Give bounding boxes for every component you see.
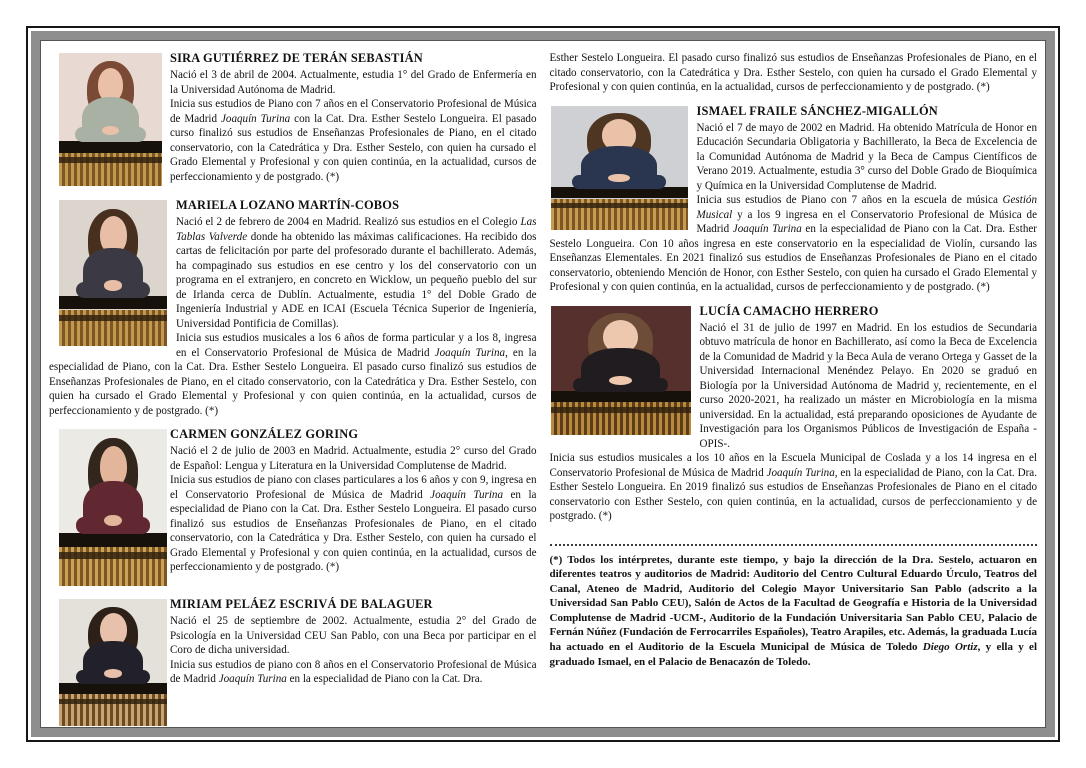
bio-paragraph: Inicia sus estudios de piano con clases particulares a los 6 años y con 9, ingresa en el Conservatorio Profesional de Música de Madrid Joaquín Turina en la especialidad de Piano con la Cat. Dra. Esther Sestelo Longueira. El pasado curso finalizó sus estudios de Enseñanzas Profesionales de Piano, en el citado conservatorio, con la Catedrática y Dra. Esther Sestelo, con quien ha cursado el Grado Elemental y Profesional y con quien continúa, en la actualidad, cursos de perfeccionamiento y de postgrado. (*) <box>170 474 537 573</box>
bio-paragraph: Nació el 2 de febrero de 2004 en Madrid. Realizó sus estudios en el Colegio Las Tablas Valverde donde ha obtenido las máximas calificaciones. Ha recibido dos cartas de felicitación por parte del profesorado durante el bachillerato. Además, ha compaginado sus estudios en ese centro y los del conservatorio con un programa en el extranjero, en concreto en Wicklow, un pequeño pueblo del sur de Irlanda cerca de Dublín. Actualmente, estudia 1° del Doble Grado de Ingeniería Industrial y ADE en ICAI (Escuela Técnica Superior de Ingeniería, Universidad Pontificia de Comillas). <box>176 216 537 330</box>
performer-photo-mariela <box>59 200 167 346</box>
bio-paragraph: Inicia sus estudios musicales a los 10 años en la Escuela Municipal de Coslada y a los 14 ingresa en el Conservatorio Profesional de Música de Madrid Joaquín Turina, en la especialidad de Piano, con la Cat. Dra. Esther Sestelo Longueira. En 2019 finalizó sus estudios de Enseñanzas Profesionales de Piano en el citado conservatorio con Esther Sestelo, con quien continúa, en la actualidad, cursos de perfeccionamiento y de postgrado. (*) <box>549 452 1037 522</box>
photo-piano-bar-shape <box>59 157 162 163</box>
photo-piano-lid-shape <box>59 533 167 547</box>
photo-piano-bar-shape <box>59 315 167 322</box>
performer-name: LUCÍA CAMACHO HERRERO <box>699 303 879 318</box>
performer-name: SIRA GUTIÉRREZ DE TERÁN SEBASTIÁN <box>170 51 423 65</box>
bio-section-mariela <box>49 198 537 418</box>
photo-piano-bar-shape <box>59 699 167 705</box>
frame-inner-line <box>40 40 1046 728</box>
photo-hands-shape <box>104 280 121 290</box>
miriam-bio-continuation: Esther Sestelo Longueira. El pasado curso finalizó sus estudios de Enseñanzas Profesionales de Piano, en el citado conservatorio, con la Catedrática y Dra. Esther Sestelo, con quien ha cursado el Grado Elemental y Profesional y con quien continúa, en la actualidad, cursos de perfeccionamiento y de postgrado. (*) <box>549 52 1037 93</box>
performer-photo-lucia <box>551 306 691 435</box>
photo-piano-lid-shape <box>59 296 167 309</box>
photo-piano-lid-shape <box>59 683 167 694</box>
photo-piano-bar-shape <box>59 552 167 559</box>
performer-photo-miriam <box>59 599 167 726</box>
performer-photo-carmen <box>59 429 167 586</box>
bio-section-sira <box>49 51 537 189</box>
right-column <box>550 51 1038 726</box>
photo-piano-lid-shape <box>59 141 162 153</box>
bio-section-lucia <box>550 304 1038 524</box>
photo-hands-shape <box>104 669 121 678</box>
bio-paragraph: Nació el 31 de julio de 1997 en Madrid. En los estudios de Secundaria obtuvo matrícula de honor en Bachillerato, así como la Beca de Excelencia de la Comunidad de Madrid y la Beca Aula de verano Ortega y Gasset de la Universidad Internacional Menéndez Pelayo. En 2020 se graduó en Biología por la Universidad Autónoma de Madrid y, recientemente, en el curso 2020-2021, ha realizado un máster en Microbiología en la misma universidad. En la actualidad, está preparando oposiciones de Ayudante de Investigación para los Organismos Públicos de Investigación de España -OPIS-. <box>699 321 1037 450</box>
bio-paragraph: Nació el 25 de septiembre de 2002. Actualmente, estudia 2° del Grado de Psicología en la Universidad CEU San Pablo, con una Beca por participar en el Coro de dicha universidad. <box>170 615 537 656</box>
performer-name: MARIELA LOZANO MARTÍN-COBOS <box>176 198 400 212</box>
performer-name: MIRIAM PELÁEZ ESCRIVÁ DE BALAGUER <box>170 597 433 611</box>
frame-outer-line <box>26 26 1060 742</box>
page-content <box>42 42 1044 726</box>
bio-paragraph: Inicia sus estudios musicales a los 6 años de forma particular y a los 8, ingresa en el Conservatorio Profesional de Música de Madrid Joaquín Turina, en la especialidad de Piano, con la Cat. Dra. Esther Sestelo Longueira. El pasado curso finalizó sus estudios de Enseñanzas Profesionales de Piano, en el citado conservatorio, con la Catedrática y Dra. Esther Sestelo, con quien ha cursado el Grado Elemental y Profesional y con quien continúa, en la actualidad, cursos de perfeccionamiento y de postgrado. (*) <box>49 332 537 417</box>
dotted-separator <box>550 544 1038 546</box>
bio-section-miriam <box>49 597 537 726</box>
photo-piano-lid-shape <box>551 187 688 198</box>
photo-piano-bar-shape <box>551 203 688 209</box>
photo-piano-bar-shape <box>551 407 691 413</box>
performer-photo-sira <box>59 53 162 186</box>
frame-gray-band <box>31 31 1055 737</box>
left-column <box>49 51 537 726</box>
performer-name: ISMAEL FRAILE SÁNCHEZ-MIGALLÓN <box>696 103 938 118</box>
performer-name: CARMEN GONZÁLEZ GORING <box>170 427 359 441</box>
performance-venues-footnote: (*) Todos los intérpretes, durante este tiempo, y bajo la dirección de la Dra. Sestelo, actuaron en diferentes teatros y auditorios de Madrid: Auditorio del Centro Cultural Eduardo Úrculo, Teatros del Canal, Ateneo de Madrid, Auditorio del Colegio Mayor Universitario San Pablo (adscrito a la Universidad San Pablo CEU), Salón de Actos de la Facultad de Geografía e Historia de la Universidad Complutense de Madrid -UCM-, Auditorio de la Fundación Universitaria San Pablo CEU, Palacio de Fernán Núñez (Fundación de Ferrocarriles Españoles), Teatro Arapiles, etc. Además, la graduada Lucía ha actuado en el Auditorio de la Escuela Municipal de Música de Toledo Diego Ortiz, y ella y el graduado Ismael, en el Palacio de Benacazón de Toledo. <box>549 553 1038 668</box>
bio-text-carmen <box>170 427 537 575</box>
bio-text-sira <box>170 51 537 184</box>
bio-section-carmen <box>49 427 537 588</box>
bio-paragraph: Nació el 3 de abril de 2004. Actualmente, estudia 1° del Grado de Enfermería en la Universidad Autónoma de Madrid. <box>170 69 537 96</box>
bio-paragraph: Inicia sus estudios de Piano con 7 años en el Conservatorio Profesional de Música de Madrid Joaquín Turina con la Cat. Dra. Esther Sestelo Longueira. El pasado curso finalizó sus estudios de Enseñanzas Profesionales de Piano, en el citado conservatorio, con la Catedrática y Dra. Esther Sestelo, con quien ha cursado el Grado Elemental y Profesional y con quien continúa, en la actualidad, cursos de perfeccionamiento y de postgrado. (*) <box>170 98 537 183</box>
bio-paragraph: Inicia sus estudios de Piano con 7 años en la escuela de música Gestión Musical y a los 9 ingresa en el Conservatorio Profesional de Música de Madrid Joaquín Turina en la especialidad de Piano con la Cat. Dra. Esther Sestelo Longueira. Con 10 años ingresa en este conservatorio en la especialidad de Violín, cursando las Enseñanzas Elementales. En 2021 finalizó sus estudios de Enseñanzas Profesionales de Piano en el citado conservatorio, obteniendo Mención de Honor, con Esther Sestelo, con quien ha cursado el Grado Elemental y Profesional y con quien continúa, en la actualidad, cursos de perfeccionamiento y de postgrado. (*) <box>549 194 1037 293</box>
bio-paragraph: Nació el 7 de mayo de 2002 en Madrid. Ha obtenido Matrícula de Honor en Educación Secundaria Obligatoria y Bachillerato, la Beca de Excelencia de la Comunidad Autónoma de Madrid y la Beca de Campus Científicos de Verano 2019. Actualmente, estudia 3° curso del Doble Grado de Bioquímica y Química en la Universidad Complutense de Madrid. <box>696 121 1037 192</box>
performer-photo-ismael <box>551 106 688 230</box>
bio-section-ismael <box>550 104 1038 295</box>
photo-piano-lid-shape <box>551 391 691 403</box>
bio-text-miriam <box>170 597 537 687</box>
bio-paragraph: Inicia sus estudios de piano con 8 años en el Conservatorio Profesional de Música de Madrid Joaquín Turina en la especialidad de Piano con la Cat. Dra. <box>170 658 537 685</box>
bio-paragraph: Nació el 2 de julio de 2003 en Madrid. Actualmente, estudia 2° curso del Grado de Español: Lengua y Literatura en la Universidad Complutense de Madrid. <box>170 445 537 472</box>
